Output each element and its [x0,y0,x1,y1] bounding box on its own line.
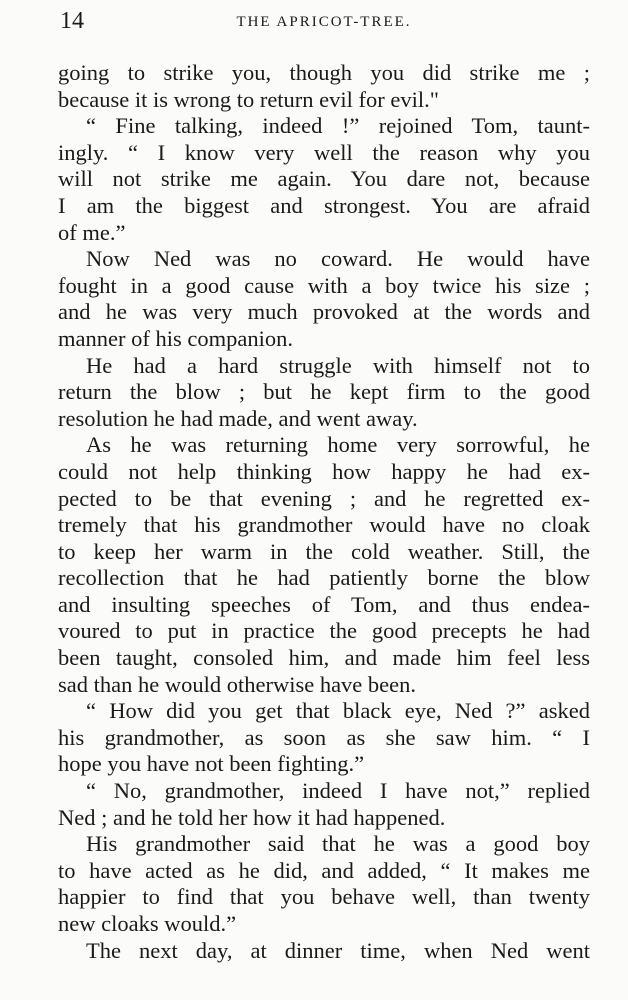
text-line: could not help thinking how happy he had ex- [58,458,590,484]
running-title: THE APRICOT-TREE. [236,14,412,30]
text-line: will not strike me again. You dare not, because [58,166,590,192]
text-line: manner of his companion. [58,325,293,351]
text-line: recollection that he had patiently borne the blow [58,565,590,591]
text-line: new cloaks would.” [58,911,237,936]
text-line: return the blow ; but he kept firm to the good [58,379,590,405]
text-line: He had a hard struggle with himself not to [86,352,590,378]
text-line: The next day, at dinner time, when Ned went [86,937,590,963]
text-line: “ No, grandmother, indeed I have not,” replied [86,778,590,804]
text-line: his grandmother, as soon as she saw him. “ I [58,724,590,750]
text-line: happier to find that you behave well, than twenty [58,884,590,910]
page-number: 14 [60,8,84,34]
text-line: ingly. “ I know very well the reason why you [58,139,590,165]
text-line: As he was returning home very sorrowful, he [86,432,590,458]
text-line: to have acted as he did, and added, “ It makes me [58,857,590,883]
text-line: and insulting speeches of Tom, and thus endea- [58,591,590,617]
text-line: “ How did you get that black eye, Ned ?” asked [86,698,590,724]
text-line: resolution he had made, and went away. [58,405,418,431]
body-text [58,60,590,964]
text-line: been taught, consoled him, and made him feel less [58,645,590,671]
text-line: Ned ; and he told her how it had happened. [58,804,446,830]
running-head [58,8,590,38]
text-line: hope you have not been fighting.” [58,751,365,777]
text-line: of me.” [58,219,126,245]
text-line: going to strike you, though you did strike me ; [58,60,590,85]
text-line: pected to be that evening ; and he regretted ex- [58,485,590,511]
text-line: fought in a good cause with a boy twice his size ; [58,272,590,298]
text-line: I am the biggest and strongest. You are afraid [58,192,590,218]
text-line: to keep her warm in the cold weather. Still, the [58,538,590,564]
text-line: Now Ned was no coward. He would have [86,246,590,272]
text-line: His grandmother said that he was a good boy [86,831,590,857]
text-line: sad than he would otherwise have been. [58,671,417,697]
text-line: because it is wrong to return evil for evil." [58,86,439,112]
text-line: and he was very much provoked at the words and [58,299,590,325]
text-line: voured to put in practice the good precepts he had [58,618,590,644]
text-line: “ Fine talking, indeed !” rejoined Tom, taunt- [86,113,590,139]
text-line: tremely that his grandmother would have no cloak [58,512,590,538]
